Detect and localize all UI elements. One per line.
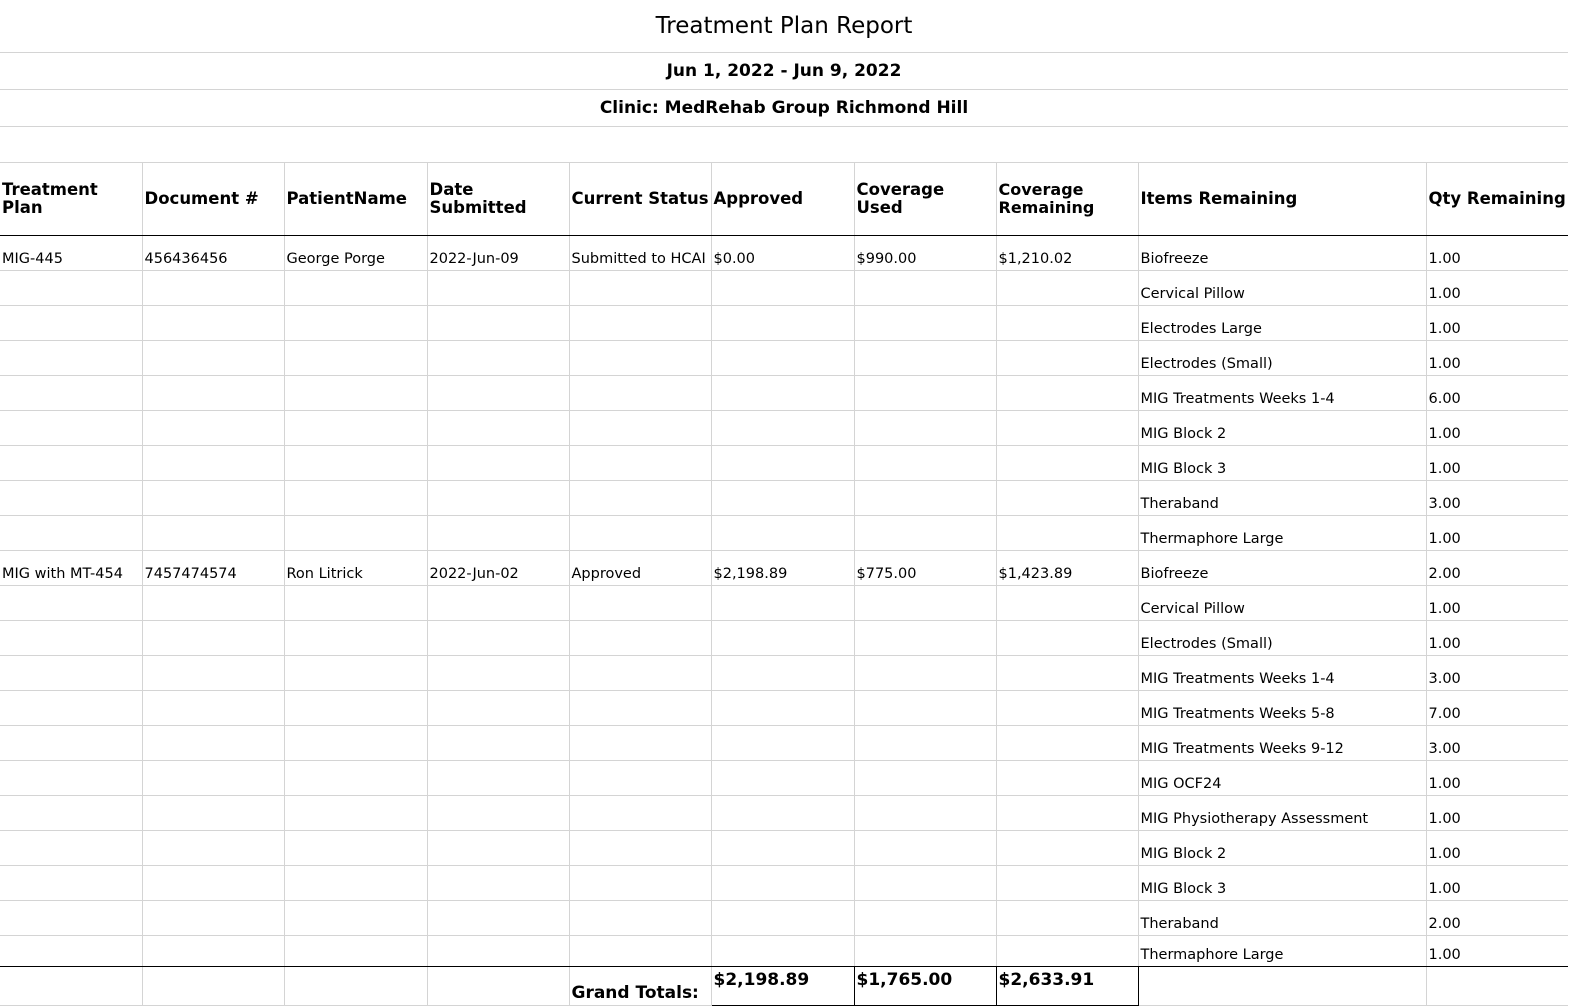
- table-row: [0, 341, 1568, 376]
- cell-item-remaining[interactable]: Electrodes (Small): [1138, 341, 1426, 376]
- empty-cell[interactable]: [142, 376, 284, 411]
- empty-cell[interactable]: [996, 761, 1138, 796]
- empty-cell[interactable]: [142, 967, 284, 1006]
- empty-cell[interactable]: [711, 411, 854, 446]
- empty-cell[interactable]: [854, 446, 996, 481]
- empty-cell[interactable]: [142, 656, 284, 691]
- empty-cell[interactable]: [0, 621, 142, 656]
- empty-cell[interactable]: [284, 691, 427, 726]
- cell-item-remaining[interactable]: MIG Treatments Weeks 9-12: [1138, 726, 1426, 761]
- total-approved[interactable]: $2,198.89: [711, 967, 854, 1006]
- empty-cell[interactable]: [711, 481, 854, 516]
- cell-coverage-remaining[interactable]: $1,423.89: [996, 551, 1138, 586]
- empty-cell[interactable]: [427, 411, 569, 446]
- empty-cell[interactable]: [569, 691, 711, 726]
- empty-cell[interactable]: [569, 901, 711, 936]
- empty-cell[interactable]: [427, 621, 569, 656]
- empty-cell[interactable]: [711, 831, 854, 866]
- empty-cell[interactable]: [427, 271, 569, 306]
- col-header-treatment-plan[interactable]: Treatment Plan: [0, 163, 142, 236]
- cell-item-remaining[interactable]: MIG Block 2: [1138, 831, 1426, 866]
- empty-cell[interactable]: [142, 411, 284, 446]
- empty-cell[interactable]: [996, 726, 1138, 761]
- empty-cell[interactable]: [0, 271, 142, 306]
- empty-cell[interactable]: [0, 376, 142, 411]
- empty-cell[interactable]: [0, 446, 142, 481]
- cell-qty-remaining[interactable]: 1.00: [1426, 306, 1568, 341]
- empty-cell[interactable]: [711, 936, 854, 967]
- table-row: [0, 866, 1568, 901]
- empty-cell[interactable]: [711, 586, 854, 621]
- empty-cell[interactable]: [569, 376, 711, 411]
- empty-cell[interactable]: [854, 726, 996, 761]
- empty-cell[interactable]: [569, 936, 711, 967]
- col-header-document[interactable]: Document #: [142, 163, 284, 236]
- empty-cell[interactable]: [0, 866, 142, 901]
- table-row: [0, 586, 1568, 621]
- cell-item-remaining[interactable]: MIG OCF24: [1138, 761, 1426, 796]
- empty-cell[interactable]: [142, 691, 284, 726]
- empty-cell[interactable]: [284, 586, 427, 621]
- cell-item-remaining[interactable]: MIG Physiotherapy Assessment: [1138, 796, 1426, 831]
- cell-item-remaining[interactable]: Biofreeze: [1138, 236, 1426, 271]
- empty-cell[interactable]: [854, 656, 996, 691]
- empty-cell[interactable]: [996, 901, 1138, 936]
- cell-item-remaining[interactable]: Electrodes Large: [1138, 306, 1426, 341]
- empty-cell[interactable]: [996, 621, 1138, 656]
- empty-cell[interactable]: [427, 306, 569, 341]
- empty-cell[interactable]: [284, 621, 427, 656]
- empty-cell[interactable]: [142, 621, 284, 656]
- empty-cell[interactable]: [427, 516, 569, 551]
- header-row: [0, 163, 1568, 236]
- empty-cell[interactable]: [569, 516, 711, 551]
- empty-cell[interactable]: [854, 411, 996, 446]
- empty-cell[interactable]: [711, 376, 854, 411]
- empty-cell[interactable]: [142, 726, 284, 761]
- empty-cell[interactable]: [569, 446, 711, 481]
- cell-qty-remaining[interactable]: 1.00: [1426, 621, 1568, 656]
- empty-cell[interactable]: [284, 796, 427, 831]
- empty-cell[interactable]: [569, 621, 711, 656]
- empty-cell[interactable]: [0, 831, 142, 866]
- empty-cell[interactable]: [996, 411, 1138, 446]
- cell-document[interactable]: 7457474574: [142, 551, 284, 586]
- empty-cell[interactable]: [996, 516, 1138, 551]
- empty-cell[interactable]: [711, 341, 854, 376]
- empty-cell[interactable]: [569, 481, 711, 516]
- cell-qty-remaining[interactable]: 2.00: [1426, 901, 1568, 936]
- empty-cell[interactable]: [711, 691, 854, 726]
- empty-cell[interactable]: [569, 271, 711, 306]
- empty-cell[interactable]: [854, 481, 996, 516]
- table-row: [0, 901, 1568, 936]
- empty-cell[interactable]: [142, 586, 284, 621]
- table-row: [0, 376, 1568, 411]
- empty-cell[interactable]: [284, 761, 427, 796]
- empty-cell[interactable]: [142, 341, 284, 376]
- col-header-coverage-used[interactable]: Coverage Used: [854, 163, 996, 236]
- cell-qty-remaining[interactable]: 2.00: [1426, 551, 1568, 586]
- empty-cell[interactable]: [0, 726, 142, 761]
- cell-qty-remaining[interactable]: 3.00: [1426, 726, 1568, 761]
- cell-qty-remaining[interactable]: 1.00: [1426, 271, 1568, 306]
- cell-qty-remaining[interactable]: 1.00: [1426, 866, 1568, 901]
- empty-cell[interactable]: [569, 796, 711, 831]
- grand-totals-label[interactable]: Grand Totals:: [569, 967, 711, 1006]
- table-row: [0, 306, 1568, 341]
- empty-cell[interactable]: [142, 866, 284, 901]
- empty-cell[interactable]: [996, 376, 1138, 411]
- table-row: [0, 761, 1568, 796]
- empty-cell[interactable]: [142, 796, 284, 831]
- empty-cell[interactable]: [854, 516, 996, 551]
- table-row: [0, 271, 1568, 306]
- empty-cell[interactable]: [711, 621, 854, 656]
- empty-cell[interactable]: [0, 516, 142, 551]
- empty-cell[interactable]: [996, 271, 1138, 306]
- col-header-coverage-remaining[interactable]: Coverage Remaining: [996, 163, 1138, 236]
- table-row: [0, 656, 1568, 691]
- grand-totals-row: [0, 967, 1568, 1006]
- cell-item-remaining[interactable]: Theraband: [1138, 481, 1426, 516]
- cell-patient-name[interactable]: Ron Litrick: [284, 551, 427, 586]
- empty-cell[interactable]: [427, 901, 569, 936]
- empty-cell[interactable]: [0, 411, 142, 446]
- empty-cell[interactable]: [854, 341, 996, 376]
- cell-item-remaining[interactable]: Thermaphore Large: [1138, 516, 1426, 551]
- empty-cell[interactable]: [284, 936, 427, 967]
- report-clinic: Clinic: MedRehab Group Richmond Hill: [0, 90, 1568, 127]
- empty-cell[interactable]: [854, 761, 996, 796]
- empty-cell[interactable]: [284, 726, 427, 761]
- empty-cell[interactable]: [0, 761, 142, 796]
- col-header-current-status[interactable]: Current Status: [569, 163, 711, 236]
- empty-cell[interactable]: [569, 761, 711, 796]
- cell-qty-remaining[interactable]: 1.00: [1426, 586, 1568, 621]
- empty-cell[interactable]: [0, 967, 142, 1006]
- empty-cell[interactable]: [142, 481, 284, 516]
- cell-coverage-remaining[interactable]: $1,210.02: [996, 236, 1138, 271]
- empty-cell[interactable]: [142, 761, 284, 796]
- empty-cell[interactable]: [711, 446, 854, 481]
- empty-cell[interactable]: [427, 726, 569, 761]
- cell-qty-remaining[interactable]: 1.00: [1426, 936, 1568, 967]
- empty-cell[interactable]: [569, 726, 711, 761]
- cell-item-remaining[interactable]: MIG Block 3: [1138, 866, 1426, 901]
- empty-cell[interactable]: [427, 967, 569, 1006]
- empty-cell[interactable]: [142, 516, 284, 551]
- empty-cell[interactable]: [569, 341, 711, 376]
- empty-cell[interactable]: [427, 761, 569, 796]
- empty-cell[interactable]: [996, 656, 1138, 691]
- empty-cell[interactable]: [284, 516, 427, 551]
- cell-item-remaining[interactable]: Thermaphore Large: [1138, 936, 1426, 967]
- empty-cell[interactable]: [284, 306, 427, 341]
- spacer-row: [0, 127, 1568, 163]
- cell-qty-remaining[interactable]: 1.00: [1426, 341, 1568, 376]
- empty-cell[interactable]: [711, 271, 854, 306]
- table-row: [0, 936, 1568, 967]
- empty-cell[interactable]: [996, 306, 1138, 341]
- cell-qty-remaining[interactable]: 1.00: [1426, 796, 1568, 831]
- empty-cell[interactable]: [1138, 967, 1426, 1006]
- empty-cell[interactable]: [142, 831, 284, 866]
- empty-cell[interactable]: [427, 481, 569, 516]
- empty-cell[interactable]: [711, 656, 854, 691]
- empty-cell[interactable]: [854, 901, 996, 936]
- empty-cell[interactable]: [0, 936, 142, 967]
- empty-cell[interactable]: [854, 831, 996, 866]
- table-row: [0, 446, 1568, 481]
- table-row: [0, 411, 1568, 446]
- table-row: [0, 831, 1568, 866]
- cell-item-remaining[interactable]: Theraband: [1138, 901, 1426, 936]
- cell-qty-remaining[interactable]: 1.00: [1426, 516, 1568, 551]
- empty-cell[interactable]: [284, 376, 427, 411]
- empty-cell[interactable]: [854, 796, 996, 831]
- cell-qty-remaining[interactable]: 7.00: [1426, 691, 1568, 726]
- empty-cell[interactable]: [996, 446, 1138, 481]
- total-coverage-remaining[interactable]: $2,633.91: [996, 967, 1138, 1006]
- cell-current-status[interactable]: Approved: [569, 551, 711, 586]
- empty-cell[interactable]: [854, 691, 996, 726]
- total-coverage-used[interactable]: $1,765.00: [854, 967, 996, 1006]
- empty-cell[interactable]: [854, 376, 996, 411]
- table-row: [0, 481, 1568, 516]
- empty-cell[interactable]: [996, 936, 1138, 967]
- empty-cell[interactable]: [142, 936, 284, 967]
- col-header-items-remaining[interactable]: Items Remaining: [1138, 163, 1426, 236]
- empty-cell[interactable]: [427, 866, 569, 901]
- cell-qty-remaining[interactable]: 1.00: [1426, 236, 1568, 271]
- empty-cell[interactable]: [854, 306, 996, 341]
- cell-item-remaining[interactable]: Cervical Pillow: [1138, 586, 1426, 621]
- table-row: [0, 726, 1568, 761]
- empty-cell[interactable]: [996, 341, 1138, 376]
- empty-cell[interactable]: [569, 831, 711, 866]
- table-row: [0, 516, 1568, 551]
- empty-cell[interactable]: [142, 901, 284, 936]
- table-row: [0, 621, 1568, 656]
- cell-item-remaining[interactable]: MIG Block 2: [1138, 411, 1426, 446]
- empty-cell[interactable]: [284, 901, 427, 936]
- empty-cell[interactable]: [284, 271, 427, 306]
- empty-cell[interactable]: [0, 306, 142, 341]
- empty-cell[interactable]: [142, 446, 284, 481]
- table-row: [0, 796, 1568, 831]
- empty-cell[interactable]: [0, 656, 142, 691]
- empty-cell[interactable]: [996, 866, 1138, 901]
- empty-cell[interactable]: [996, 481, 1138, 516]
- cell-item-remaining[interactable]: MIG Block 3: [1138, 446, 1426, 481]
- cell-item-remaining[interactable]: MIG Treatments Weeks 1-4: [1138, 656, 1426, 691]
- empty-cell[interactable]: [0, 796, 142, 831]
- empty-cell[interactable]: [427, 586, 569, 621]
- empty-cell[interactable]: [0, 341, 142, 376]
- cell-qty-remaining[interactable]: 3.00: [1426, 656, 1568, 691]
- empty-cell[interactable]: [569, 656, 711, 691]
- empty-cell[interactable]: [1426, 967, 1568, 1006]
- empty-cell[interactable]: [427, 656, 569, 691]
- cell-approved[interactable]: $2,198.89: [711, 551, 854, 586]
- empty-cell[interactable]: [0, 901, 142, 936]
- cell-item-remaining[interactable]: Electrodes (Small): [1138, 621, 1426, 656]
- empty-cell[interactable]: [284, 967, 427, 1006]
- empty-cell[interactable]: [284, 481, 427, 516]
- cell-qty-remaining[interactable]: 1.00: [1426, 831, 1568, 866]
- empty-cell[interactable]: [0, 586, 142, 621]
- empty-cell[interactable]: [569, 586, 711, 621]
- col-header-qty-remaining[interactable]: Qty Remaining: [1426, 163, 1568, 236]
- col-header-date-submitted[interactable]: Date Submitted: [427, 163, 569, 236]
- empty-cell[interactable]: [284, 831, 427, 866]
- empty-cell[interactable]: [711, 796, 854, 831]
- empty-cell[interactable]: [996, 796, 1138, 831]
- cell-qty-remaining[interactable]: 1.00: [1426, 761, 1568, 796]
- empty-cell[interactable]: [427, 341, 569, 376]
- empty-cell[interactable]: [996, 586, 1138, 621]
- empty-cell[interactable]: [427, 691, 569, 726]
- table-row: [0, 551, 1568, 586]
- empty-cell[interactable]: [854, 936, 996, 967]
- empty-cell[interactable]: [854, 866, 996, 901]
- empty-cell[interactable]: [711, 516, 854, 551]
- empty-cell[interactable]: [427, 936, 569, 967]
- empty-cell[interactable]: [427, 796, 569, 831]
- cell-qty-remaining[interactable]: 6.00: [1426, 376, 1568, 411]
- empty-cell[interactable]: [569, 866, 711, 901]
- empty-cell[interactable]: [427, 376, 569, 411]
- cell-coverage-used[interactable]: $990.00: [854, 236, 996, 271]
- col-header-patient-name[interactable]: PatientName: [284, 163, 427, 236]
- cell-item-remaining[interactable]: MIG Treatments Weeks 5-8: [1138, 691, 1426, 726]
- cell-treatment-plan[interactable]: MIG-445: [0, 236, 142, 271]
- cell-patient-name[interactable]: George Porge: [284, 236, 427, 271]
- empty-cell[interactable]: [284, 341, 427, 376]
- cell-date-submitted[interactable]: 2022-Jun-02: [427, 551, 569, 586]
- empty-cell[interactable]: [427, 446, 569, 481]
- cell-qty-remaining[interactable]: 3.00: [1426, 481, 1568, 516]
- cell-current-status[interactable]: Submitted to HCAI: [569, 236, 711, 271]
- col-header-approved[interactable]: Approved: [711, 163, 854, 236]
- empty-cell[interactable]: [711, 901, 854, 936]
- empty-cell[interactable]: [0, 691, 142, 726]
- treatment-plan-table: [0, 162, 1568, 1006]
- cell-treatment-plan[interactable]: MIG with MT-454: [0, 551, 142, 586]
- empty-cell[interactable]: [284, 446, 427, 481]
- empty-cell[interactable]: [284, 656, 427, 691]
- empty-cell[interactable]: [854, 586, 996, 621]
- empty-cell[interactable]: [854, 621, 996, 656]
- empty-cell[interactable]: [711, 866, 854, 901]
- report-date-range: Jun 1, 2022 - Jun 9, 2022: [0, 53, 1568, 90]
- empty-cell[interactable]: [996, 691, 1138, 726]
- table-row: [0, 691, 1568, 726]
- empty-cell[interactable]: [284, 866, 427, 901]
- cell-document[interactable]: 456436456: [142, 236, 284, 271]
- cell-date-submitted[interactable]: 2022-Jun-09: [427, 236, 569, 271]
- empty-cell[interactable]: [427, 831, 569, 866]
- empty-cell[interactable]: [142, 306, 284, 341]
- table-row: [0, 236, 1568, 271]
- cell-approved[interactable]: $0.00: [711, 236, 854, 271]
- empty-cell[interactable]: [711, 761, 854, 796]
- empty-cell[interactable]: [996, 831, 1138, 866]
- empty-cell[interactable]: [854, 271, 996, 306]
- cell-item-remaining[interactable]: MIG Treatments Weeks 1-4: [1138, 376, 1426, 411]
- empty-cell[interactable]: [711, 306, 854, 341]
- cell-qty-remaining[interactable]: 1.00: [1426, 411, 1568, 446]
- empty-cell[interactable]: [569, 411, 711, 446]
- cell-item-remaining[interactable]: Biofreeze: [1138, 551, 1426, 586]
- empty-cell[interactable]: [0, 481, 142, 516]
- report-title: Treatment Plan Report: [0, 0, 1568, 53]
- empty-cell[interactable]: [142, 271, 284, 306]
- empty-cell[interactable]: [711, 726, 854, 761]
- empty-cell[interactable]: [569, 306, 711, 341]
- cell-coverage-used[interactable]: $775.00: [854, 551, 996, 586]
- empty-cell[interactable]: [284, 411, 427, 446]
- cell-item-remaining[interactable]: Cervical Pillow: [1138, 271, 1426, 306]
- cell-qty-remaining[interactable]: 1.00: [1426, 446, 1568, 481]
